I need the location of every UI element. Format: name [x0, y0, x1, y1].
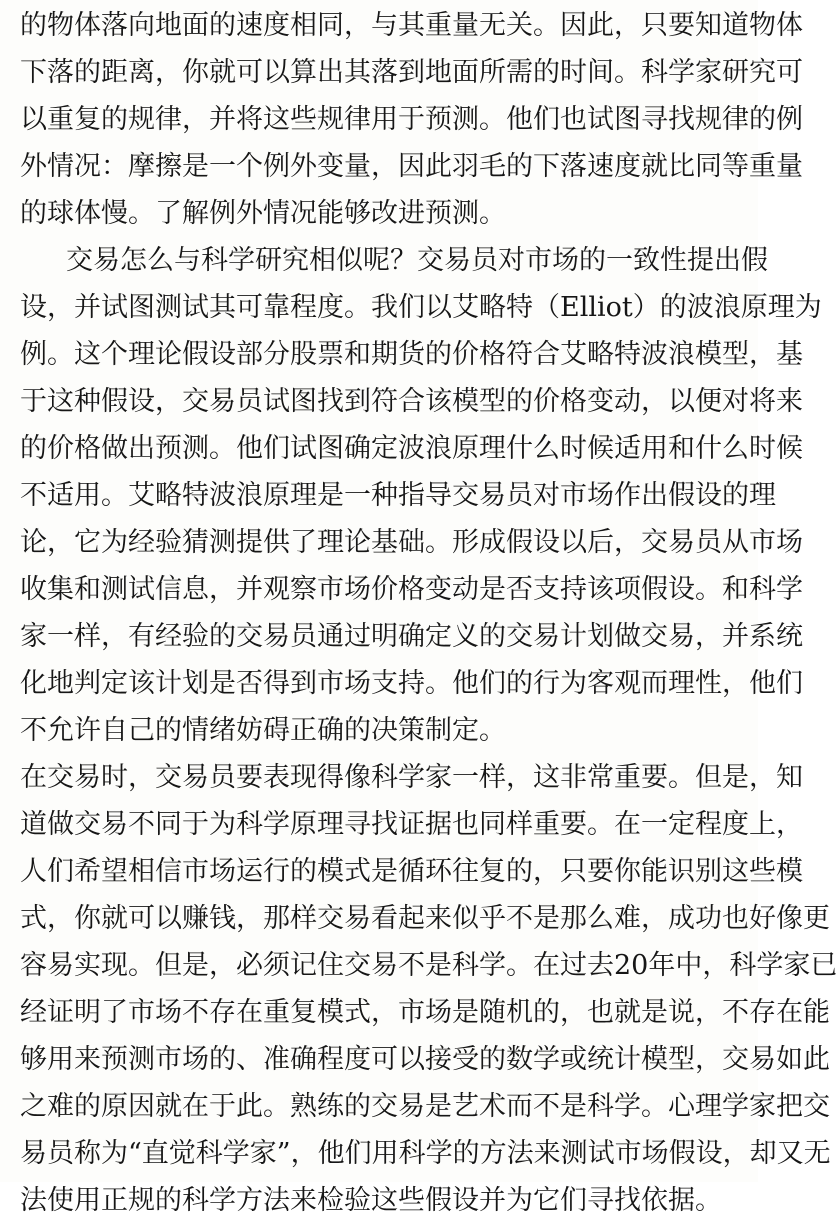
text-line: 易员称为“直觉科学家”，他们用科学的方法来测试市场假设，却又无 [20, 1138, 831, 1169]
text-line: 道做交易不同于为科学原理寻找证据也同样重要。在一定程度上， [20, 809, 803, 840]
text-line: 人们希望相信市场运行的模式是循环往复的，只要你能识别这些模 [20, 856, 803, 887]
text-line: 之难的原因就在于此。熟练的交易是艺术而不是科学。心理学家把交 [20, 1091, 830, 1122]
text-line: 经证明了市场不存在重复模式，市场是随机的，也就是说，不存在能 [20, 997, 830, 1028]
text-line: 以重复的规律，并将这些规律用于预测。他们也试图寻找规律的例 [20, 104, 803, 135]
text-line: 在交易时，交易员要表现得像科学家一样，这非常重要。但是，知 [20, 762, 803, 793]
text-line: 法使用正规的科学方法来检验这些假设并为它们寻找依据。 [20, 1185, 722, 1216]
text-line: 够用来预测市场的、准确程度可以接受的数学或统计模型，交易如此 [20, 1044, 830, 1075]
text-line: 容易实现。但是，必须记住交易不是科学。在过去20年中，科学家已 [20, 950, 837, 981]
text-line: 不允许自己的情绪妨碍正确的决策制定。 [20, 715, 506, 746]
text-line: 外情况：摩擦是一个例外变量，因此羽毛的下落速度就比同等重量 [20, 151, 803, 182]
text-line: 化地判定该计划是否得到市场支持。他们的行为客观而理性，他们 [20, 668, 803, 699]
text-line: 家一样，有经验的交易员通过明确定义的交易计划做交易，并系统 [20, 621, 803, 652]
text-line: 的价格做出预测。他们试图确定波浪原理什么时候适用和什么时候 [20, 433, 803, 464]
text-line: 设，并试图测试其可靠程度。我们以艾略特（Elliot）的波浪原理为 [20, 292, 822, 323]
text-line: 的物体落向地面的速度相同，与其重量无关。因此，只要知道物体 [20, 10, 803, 41]
text-line: 的球体慢。了解例外情况能够改进预测。 [20, 198, 506, 229]
text-line: 式，你就可以赚钱，那样交易看起来似乎不是那么难，成功也好像更 [20, 903, 830, 934]
text-line-first: 交易怎么与科学研究相似呢？交易员对市场的一致性提出假 [66, 245, 768, 276]
text-line: 例。这个理论假设部分股票和期货的价格符合艾略特波浪模型，基 [20, 339, 803, 370]
text-line: 论，它为经验猜测提供了理论基础。形成假设以后，交易员从市场 [20, 527, 803, 558]
text-line: 不适用。艾略特波浪原理是一种指导交易员对市场作出假设的理 [20, 480, 776, 511]
text-line: 于这种假设，交易员试图找到符合该模型的价格变动，以便对将来 [20, 386, 803, 417]
text-line: 下落的距离，你就可以算出其落到地面所需的时间。科学家研究可 [20, 57, 803, 88]
text-line: 收集和测试信息，并观察市场价格变动是否支持该项假设。和科学 [20, 574, 803, 605]
